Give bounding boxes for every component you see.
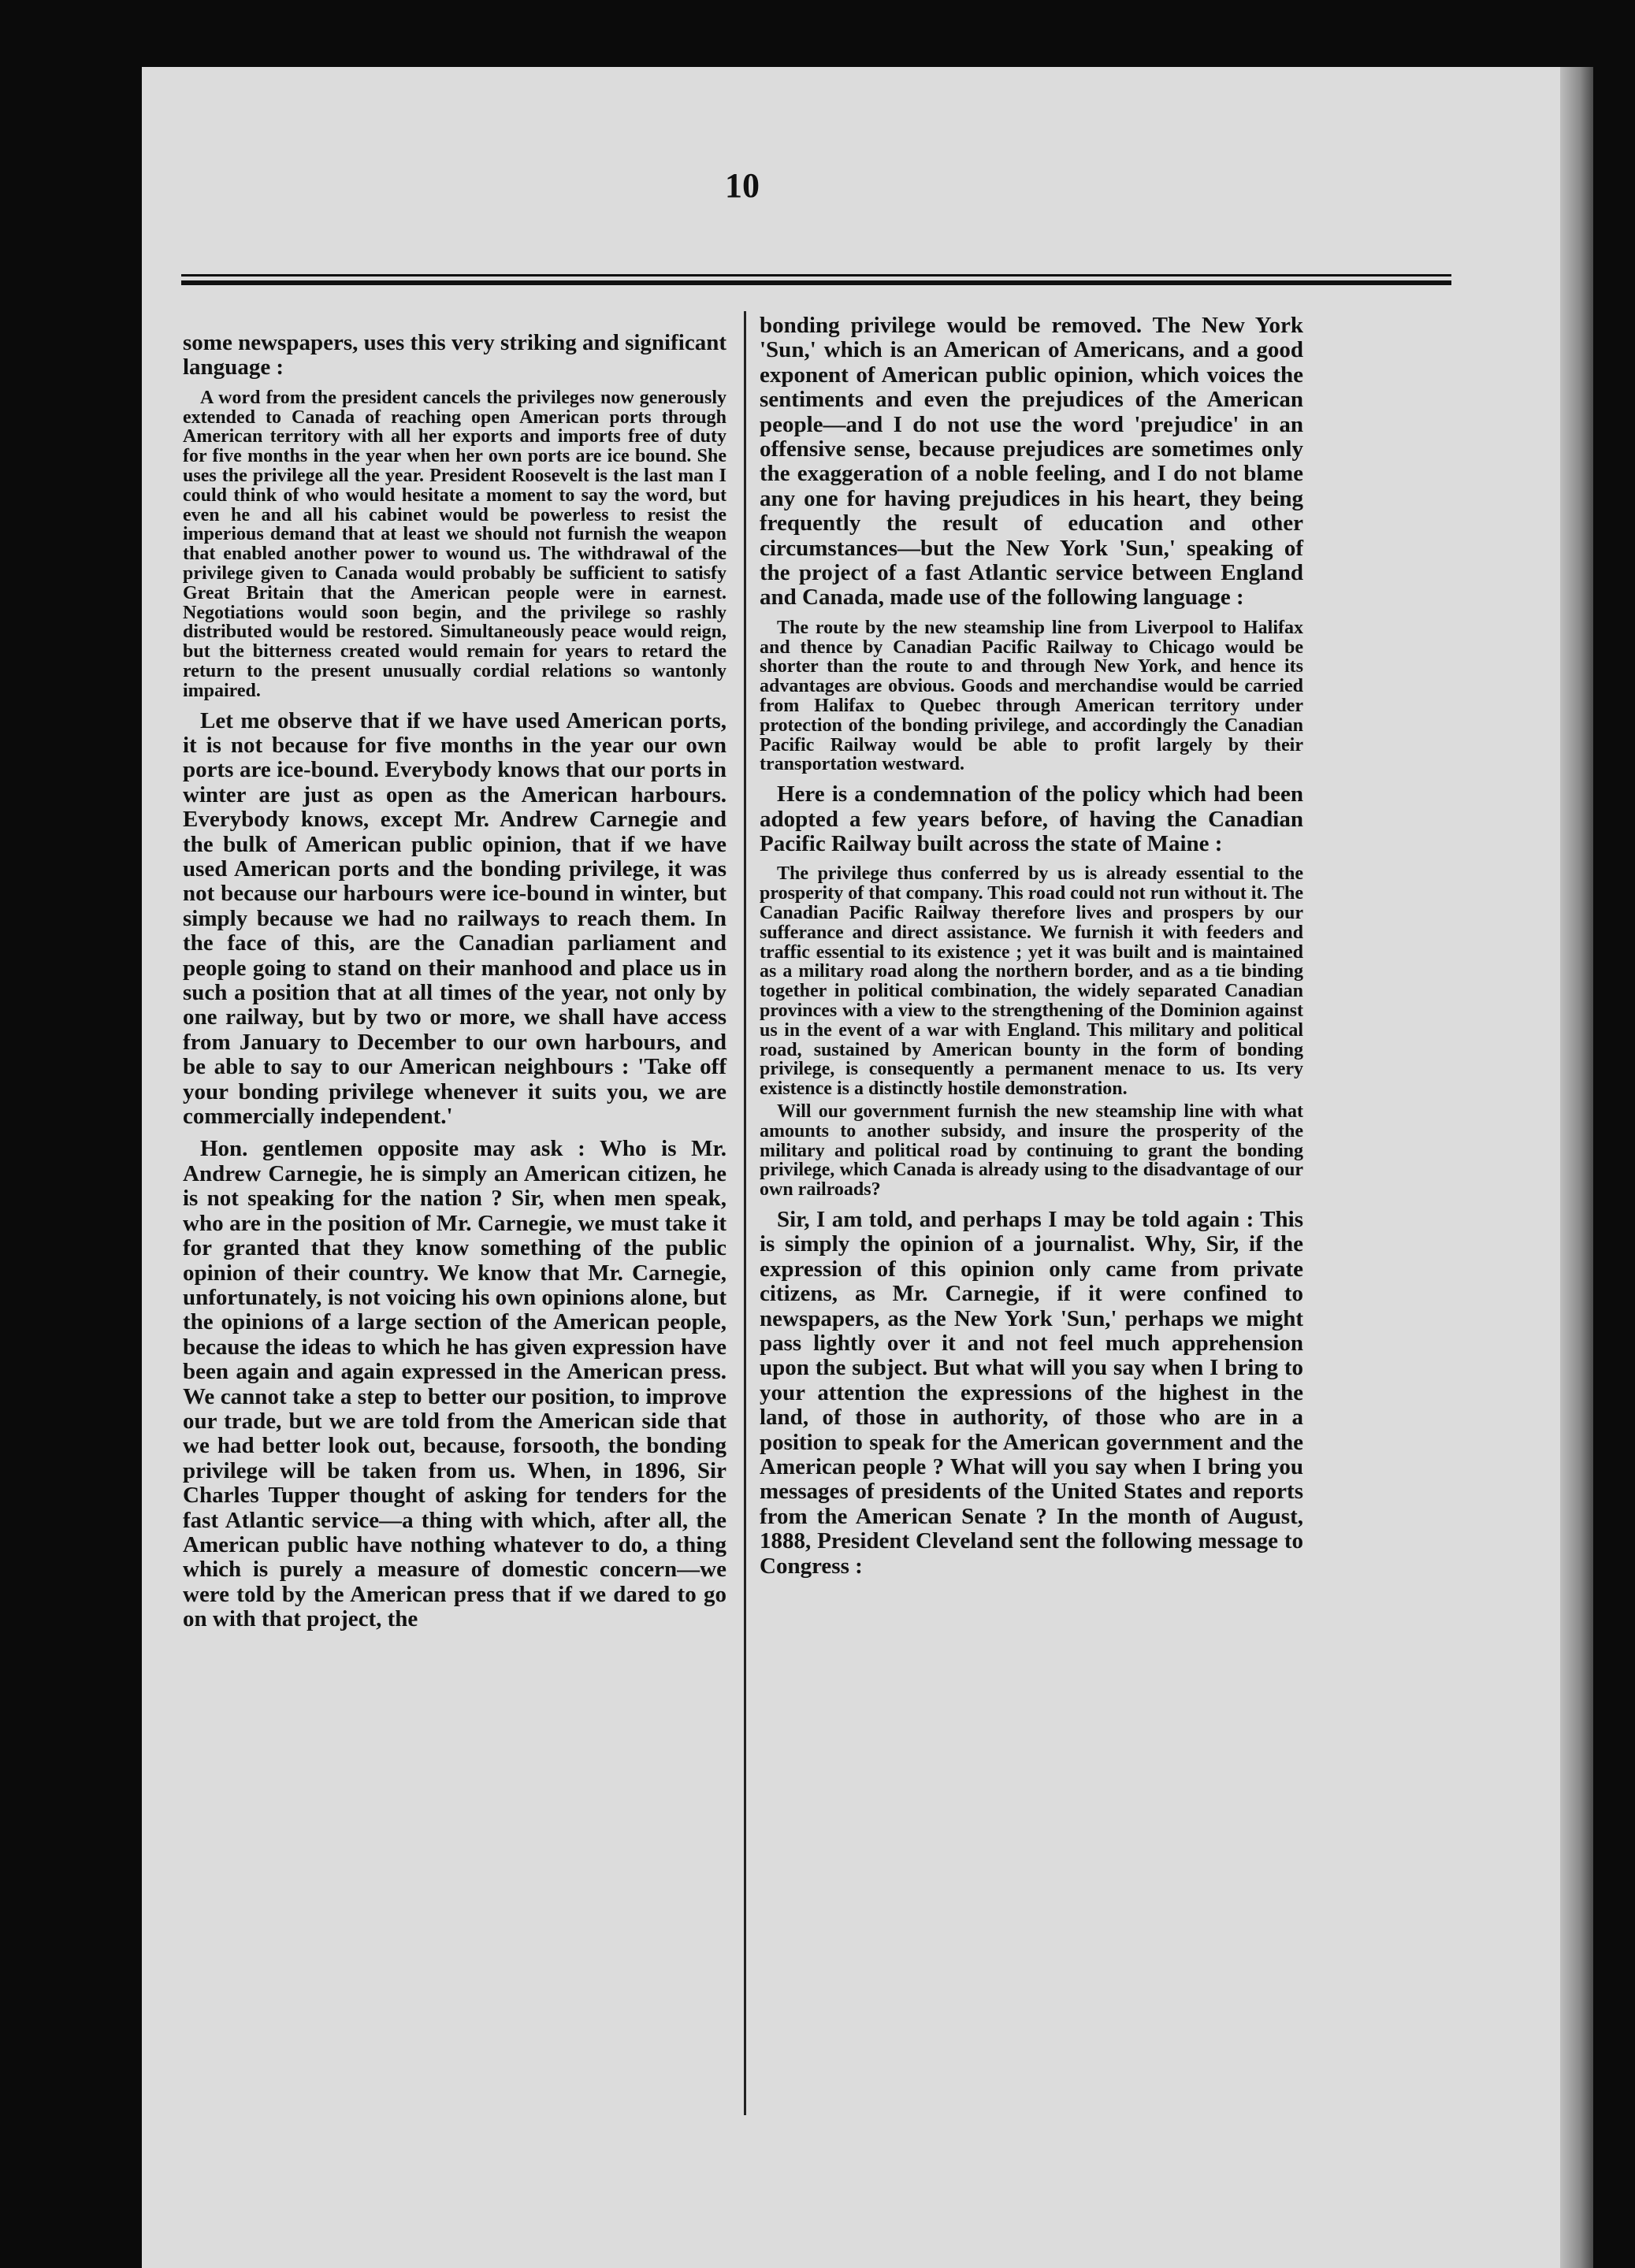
- left-paragraph-1: Let me observe that if we have used American ports, it is not because for five months in the year our own ports are ice-bound. Everybody knows that our ports in winter are just as open as the American harbours. Everybody knows, except Mr. Andrew Carnegie and the bulk of American public opinion, that if we have used American ports and the bonding privilege, it was not because our harbours were ice-bound in winter, but simply because we had no railways to reach them. In the face of this, are the Canadian parliament and people going to stand on their manhood and place us in such a position that at all times of the year, not only by one railway, but by two or more, we shall have access from January to December to our own harbours, and be able to say to our American neighbours : 'Take off your bonding privilege whenever it suits you, we are commercially independent.': [183, 707, 726, 1130]
- header-rule-bottom: [181, 280, 1451, 285]
- right-column: [760, 314, 1303, 1587]
- right-paragraph-1: bonding privilege would be removed. The New York 'Sun,' which is an American of Americans, and a good exponent of American public opinion, which voices the sentiments and even the prejudices of the American people—and I do not use the word 'prejudice' in an offensive sense, because prejudices are sometimes only the exaggeration of a noble feeling, and I do not blame any one for having prejudices in his heart, they being frequently the result of education and other circumstances—but the New York 'Sun,' speaking of the project of a fast Atlantic service between England and Canada, made use of the following language :: [760, 313, 1303, 611]
- header-rule-top: [181, 274, 1451, 277]
- right-paragraph-2: Here is a condemnation of the policy which had been adopted a few years before, of having the Canadian Pacific Railway built across the state of Maine :: [760, 781, 1303, 857]
- left-intro-paragraph: some newspapers, uses this very striking and significant language :: [183, 330, 726, 380]
- left-quote-block: A word from the president cancels the privileges now generously extended to Canada of reaching open American ports through American territory with all her exports and imports free of duty for five months in the year when her own ports are ice bound. She uses the privilege all the year. President Roosevelt is the last man I could think of who would hesitate a moment to say the word, but even he and all his cabinet would be powerless to resist the imperious demand that at least we should not furnish the weapon that enabled another power to wound us. The withdrawal of the privilege given to Canada would probably be sufficient to satisfy Great Britain that the American people were in earnest. Negotiations would soon begin, and the privilege so rashly distributed would be restored. Simultaneously peace would reign, but the bitterness created would remain for years to retard the return to the present unusually cordial relations so wantonly impaired.: [183, 387, 726, 701]
- right-paragraph-3: Sir, I am told, and perhaps I may be told again : This is simply the opinion of a journalist. Why, Sir, if the expression of this opinion only came from private citizens, as Mr. Carnegie, if it were confined to newspapers, as the New York 'Sun,' perhaps we might pass lightly over it and not feel much apprehension upon the subject. But what will you say when I bring to your attention the expressions of the highest in the land, of those in authority, of those who are in a position to speak for the American government and the American people ? What will you say when I bring you messages of presidents of the United States and reports from the American Senate ? In the month of August, 1888, President Cleveland sent the following message to Congress :: [760, 1207, 1303, 1579]
- page-edge-shadow: [1560, 67, 1593, 2268]
- right-quote-1: The route by the new steamship line from Liverpool to Halifax and thence by Canadian Pacific Railway to Chicago would be shorter than the route to and through New York, and hence its advantages are obvious. Goods and merchandise would be carried from Halifax to Quebec through American territory under protection of the bonding privilege, and accordingly the Canadian Pacific Railway would be able to profit largely by their transportation westward.: [760, 617, 1303, 775]
- left-paragraph-2: Hon. gentlemen opposite may ask : Who is Mr. Andrew Carnegie, he is simply an American citizen, he is not speaking for the nation ? Sir, when men speak, who are in the position of Mr. Carnegie, we must take it for granted that they know something of the public opinion of their country. We know that Mr. Carnegie, unfortunately, is not voicing his own opinions alone, but the opinions of a large section of the American people, because the ideas to which he has given expression have been again and again expressed in the American press. We cannot take a step to better our position, to improve our trade, but we are told from the American side that we had better look out, because, forsooth, the bonding privilege will be taken from us. When, in 1896, Sir Charles Tupper thought of asking for tenders for the fast Atlantic service—a thing with which, after all, the American public have nothing whatever to do, a thing which is purely a measure of domestic concern—we were told by the American press that if we dared to go on with that project, the: [183, 1136, 726, 1632]
- column-divider: [744, 311, 746, 2115]
- right-quote-2: The privilege thus conferred by us is already essential to the prosperity of that company. This road could not run without it. The Canadian Pacific Railway therefore lives and prospers by our sufferance and direct assistance. We furnish it with feeders and traffic essential to its existence ; yet it was built and is maintained as a military road along the northern border, and as a tie binding together in political combination, the widely separated Canadian provinces with a view to the strengthening of the Dominion against us in the event of a war with England. This military and political road, sustained by American bounty in the form of bonding privilege, is consequently a permanent menace to us. Its very existence is a distinctly hostile demonstration.: [760, 863, 1303, 1100]
- right-quote-3: Will our government furnish the new steamship line with what amounts to another subsidy, and insure the prosperity of the military and political road by continuing to grant the bonding privilege, which Canada is already using to the disadvantage of our own railroads?: [760, 1101, 1303, 1201]
- left-column: [183, 331, 726, 1640]
- page-number: 10: [725, 166, 760, 205]
